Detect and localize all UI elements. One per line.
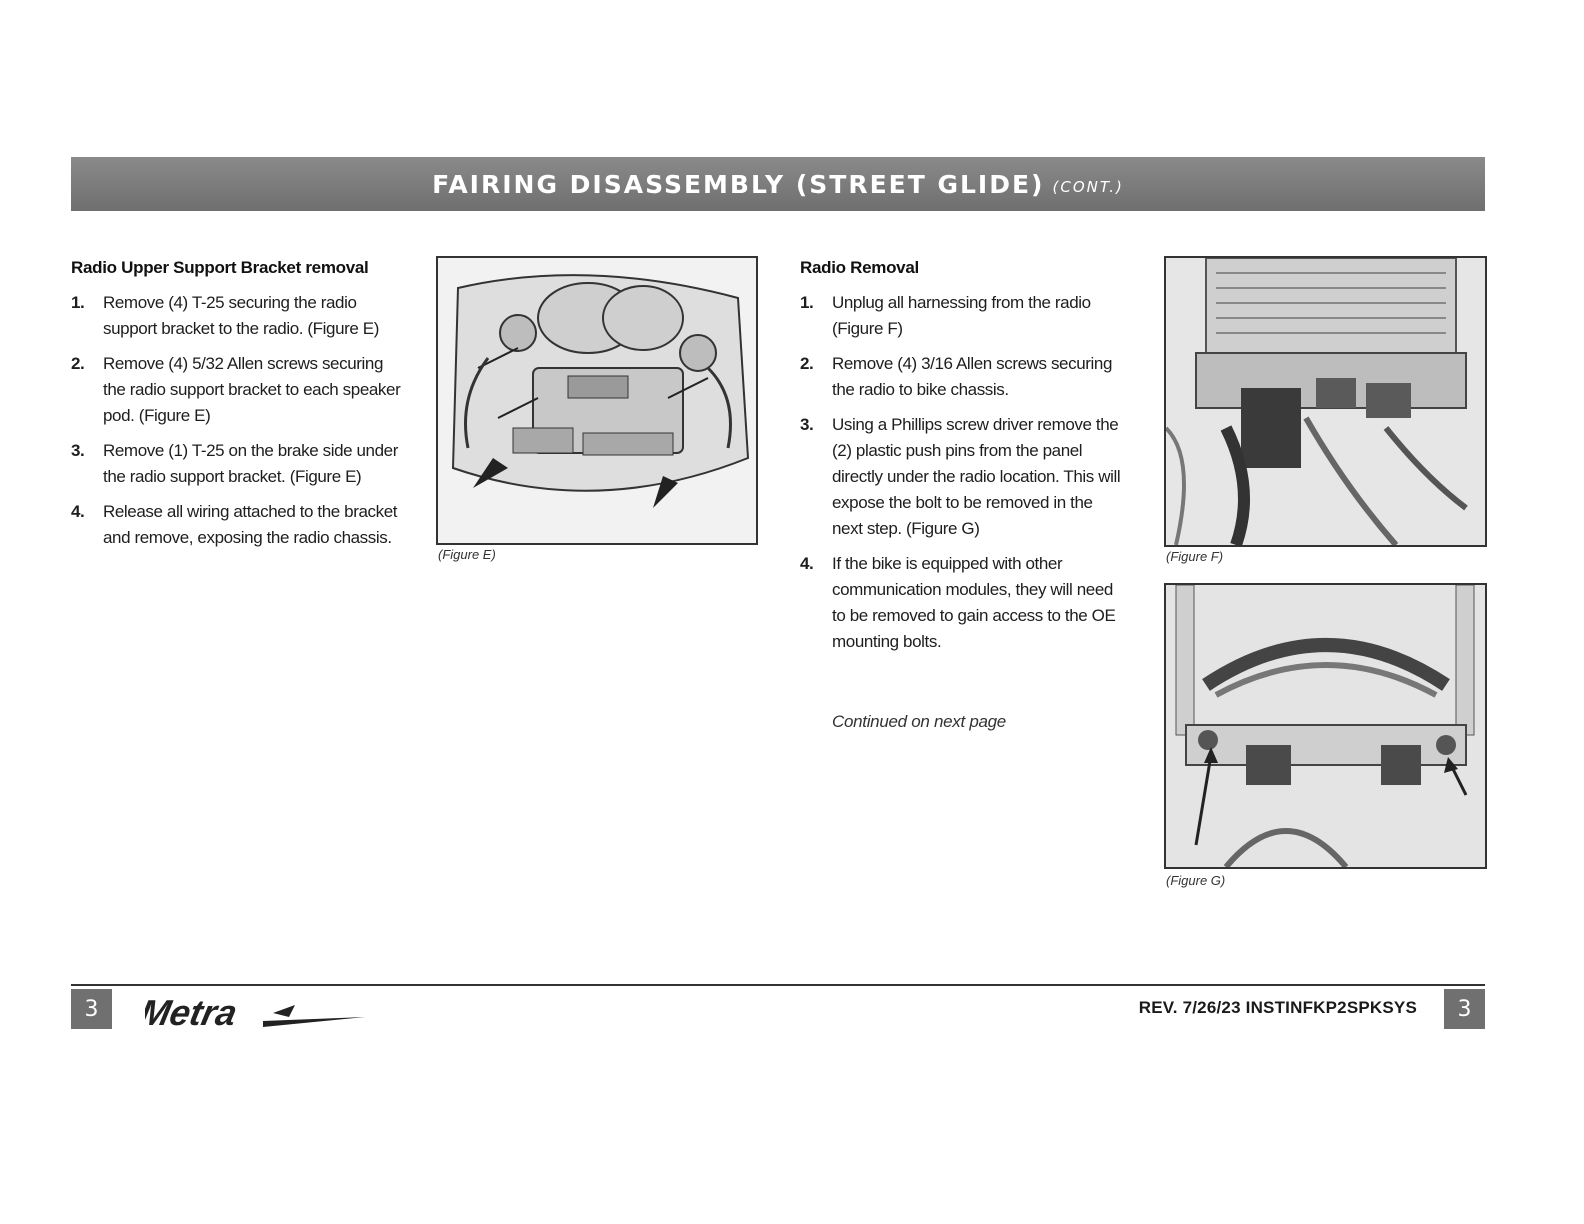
figure-g-caption: (Figure G): [1166, 873, 1226, 888]
footer-divider: [71, 984, 1485, 986]
figure-f-caption: (Figure F): [1166, 549, 1224, 564]
step-text: Unplug all harnessing from the radio (Figure F): [832, 293, 1091, 338]
radio-harness-photo: [1166, 258, 1485, 545]
push-pin-location-photo: [1166, 585, 1485, 867]
step-number: 4.: [71, 502, 85, 521]
left-step-list: [71, 290, 401, 551]
metra-logo-graphic: [145, 991, 365, 1033]
right-column: [800, 258, 1122, 664]
page-number-left: 3: [71, 989, 112, 1029]
list-item: [800, 412, 1122, 542]
list-item: [71, 499, 401, 551]
step-number: 3.: [71, 441, 85, 460]
step-text: Remove (4) T-25 securing the radio support bracket to the radio. (Figure E): [103, 293, 379, 338]
right-step-list: [800, 290, 1122, 655]
step-text: Remove (1) T-25 on the brake side under the radio support bracket. (Figure E): [103, 441, 398, 486]
section-title-cont: (CONT.): [1052, 178, 1124, 196]
step-number: 3.: [800, 415, 814, 434]
step-text: Remove (4) 5/32 Allen screws securing the radio support bracket to each speaker pod. (Figure E): [103, 354, 401, 425]
step-text: Using a Phillips screw driver remove the (2) plastic push pins from the panel directly under the radio location. This will expose the bolt to be removed in the next step. (Figure G): [832, 415, 1121, 538]
step-number: 4.: [800, 554, 814, 573]
list-item: [71, 351, 401, 429]
step-text: Release all wiring attached to the bracket and remove, exposing the radio chassis.: [103, 502, 398, 547]
step-text: If the bike is equipped with other communication modules, they will need to be removed to gain access to the OE mounting bolts.: [832, 554, 1116, 651]
left-column: [71, 258, 401, 560]
figure-g-image: [1164, 583, 1487, 869]
revision-code: REV. 7/26/23 INSTINFKP2SPKSYS: [1138, 998, 1417, 1017]
list-item: [71, 438, 401, 490]
step-number: 2.: [800, 354, 814, 373]
list-item: [71, 290, 401, 342]
section-title: FAIRING DISASSEMBLY (STREET GLIDE): [432, 169, 1045, 199]
step-number: 1.: [800, 293, 814, 312]
step-number: 2.: [71, 354, 85, 373]
right-section-heading: Radio Removal: [800, 258, 919, 277]
page-number-right: 3: [1444, 989, 1485, 1029]
figure-f-image: [1164, 256, 1487, 547]
metra-logo: [145, 991, 365, 1033]
step-text: Remove (4) 3/16 Allen screws securing the radio to bike chassis.: [832, 354, 1112, 399]
figure-e-caption: (Figure E): [438, 547, 496, 562]
figure-e-image: [436, 256, 758, 545]
section-header-bar: [71, 157, 1485, 211]
left-section-heading: Radio Upper Support Bracket removal: [71, 258, 369, 277]
list-item: [800, 351, 1122, 403]
fairing-bracket-illustration: [438, 258, 756, 543]
continued-note: Continued on next page: [832, 712, 1006, 731]
list-item: [800, 551, 1122, 655]
metra-logo-text: Metra: [145, 992, 241, 1033]
step-number: 1.: [71, 293, 85, 312]
list-item: [800, 290, 1122, 342]
